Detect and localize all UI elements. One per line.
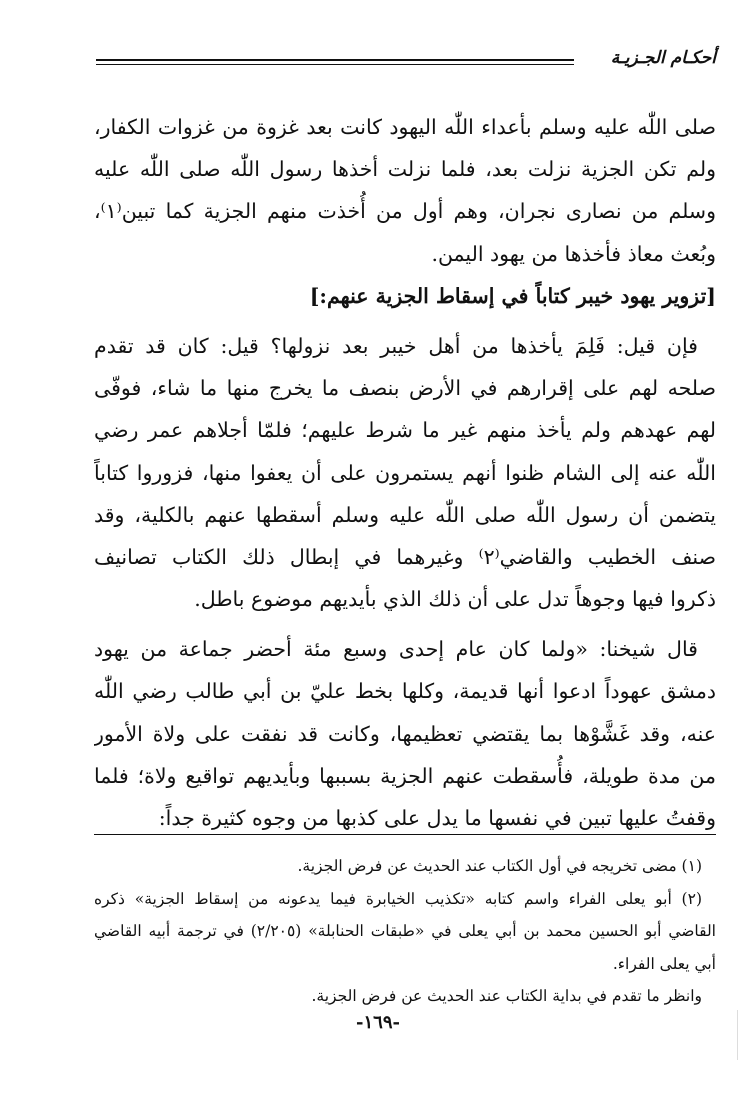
text-line: عنه، وقد غَشَّوْها بما يقتضي تعظيمها، وكانت قد نفقت على ولاة الأمور (94, 721, 716, 746)
text-line: صلى اللّٰه عليه وسلم بأعداء اللّٰه اليهود كانت بعد غزوة من غزوات الكفار، (94, 115, 716, 139)
text-line: ولم تكن الجزية نزلت بعد، فلما نزلت أخذها رسول اللّٰه صلى اللّٰه عليه (94, 157, 716, 182)
text-line: وسلم من نصارى نجران، وهم أول من أُخذت منهم الجزية كما تبين⁽١⁾، (94, 199, 716, 224)
paragraph-gap (94, 620, 716, 628)
text-line: اللّٰه عنه إلى الشام ظنوا أنهم يستمرون على أن يعفوا منها، فزوروا كتاباً (94, 460, 716, 485)
text-line: صنف الخطيب والقاضي⁽٢⁾ وغيرهما في إبطال ذلك الكتاب تصانيف (94, 544, 716, 569)
main-text (94, 106, 716, 839)
header-title: أحكـام الجـزيـة (610, 48, 716, 68)
text-line: فإن قيل: فَلِمَ يأخذها من أهل خيبر بعد نزولها؟ قيل: كان قد تقدم (94, 333, 698, 358)
footnote-2-line: أبي يعلى الفراء. (612, 954, 716, 973)
header-rule (96, 59, 574, 65)
footnote-2-line: (٢) أبو يعلى الفراء واسم كتابه «تكذيب الخيابرة فيما يدعونه من إسقاط الجزية» ذكره (94, 889, 702, 908)
text-line: لهم عهدهم ولم يأخذ منهم غير ما شرط عليهم؛ فلمّا أجلاهم عمر رضي (94, 418, 716, 443)
footnote-1: (١) مضى تخريجه في أول الكتاب عند الحديث عن فرض الجزية. (297, 857, 702, 875)
text-line: من مدة طويلة، فأُسقطت عنهم الجزية بسببها وبأيديهم تواقيع ولاة؛ فلما (94, 763, 716, 788)
page-number: -١٦٩- (356, 1012, 400, 1033)
text-line: دمشق عهوداً ادعوا أنها قديمة، وكلها بخط عليّ بن أبي طالب رضي اللّٰه (94, 679, 716, 704)
section-heading: [تزوير يهود خيبر كتاباً في إسقاط الجزية عنهم:] (309, 283, 716, 308)
text-line: ذكروا فيها وجوهاً تدل على أن ذلك الذي بأيديهم موضوع باطل. (194, 587, 716, 612)
text-line: وقفتُ عليها تبين في نفسها ما يدل على كذبها من وجوه كثيرة جداً: (158, 806, 716, 830)
running-header (96, 46, 716, 76)
text-line: قال شيخنا: «ولما كان عام إحدى وسبع مئة أحضر جماعة من يهود (94, 637, 698, 662)
footnotes (94, 850, 716, 1013)
footnote-see-also: وانظر ما تقدم في بداية الكتاب عند الحديث عن فرض الجزية. (311, 987, 702, 1005)
body-bottom-rule (94, 834, 716, 835)
text-line: يتضمن أن رسول اللّٰه صلى اللّٰه عليه وسلم أسقطها عنهم بالكلية، وقد (94, 502, 716, 527)
page-edge-mark (737, 1010, 738, 1060)
footnote-2-line: القاضي أبو الحسين محمد بن أبي يعلى في «طبقات الحنابلة» (٢/٢٠٥) في ترجمة أبيه القاضي (94, 922, 716, 940)
paragraph-gap (94, 317, 716, 325)
text-line: صلحه لهم على إقرارهم في الأرض بنصف ما يخرج منها ما شاء، فوفّى (94, 376, 716, 401)
text-line: وبُعث معاذ فأخذها من يهود اليمن. (431, 241, 716, 266)
